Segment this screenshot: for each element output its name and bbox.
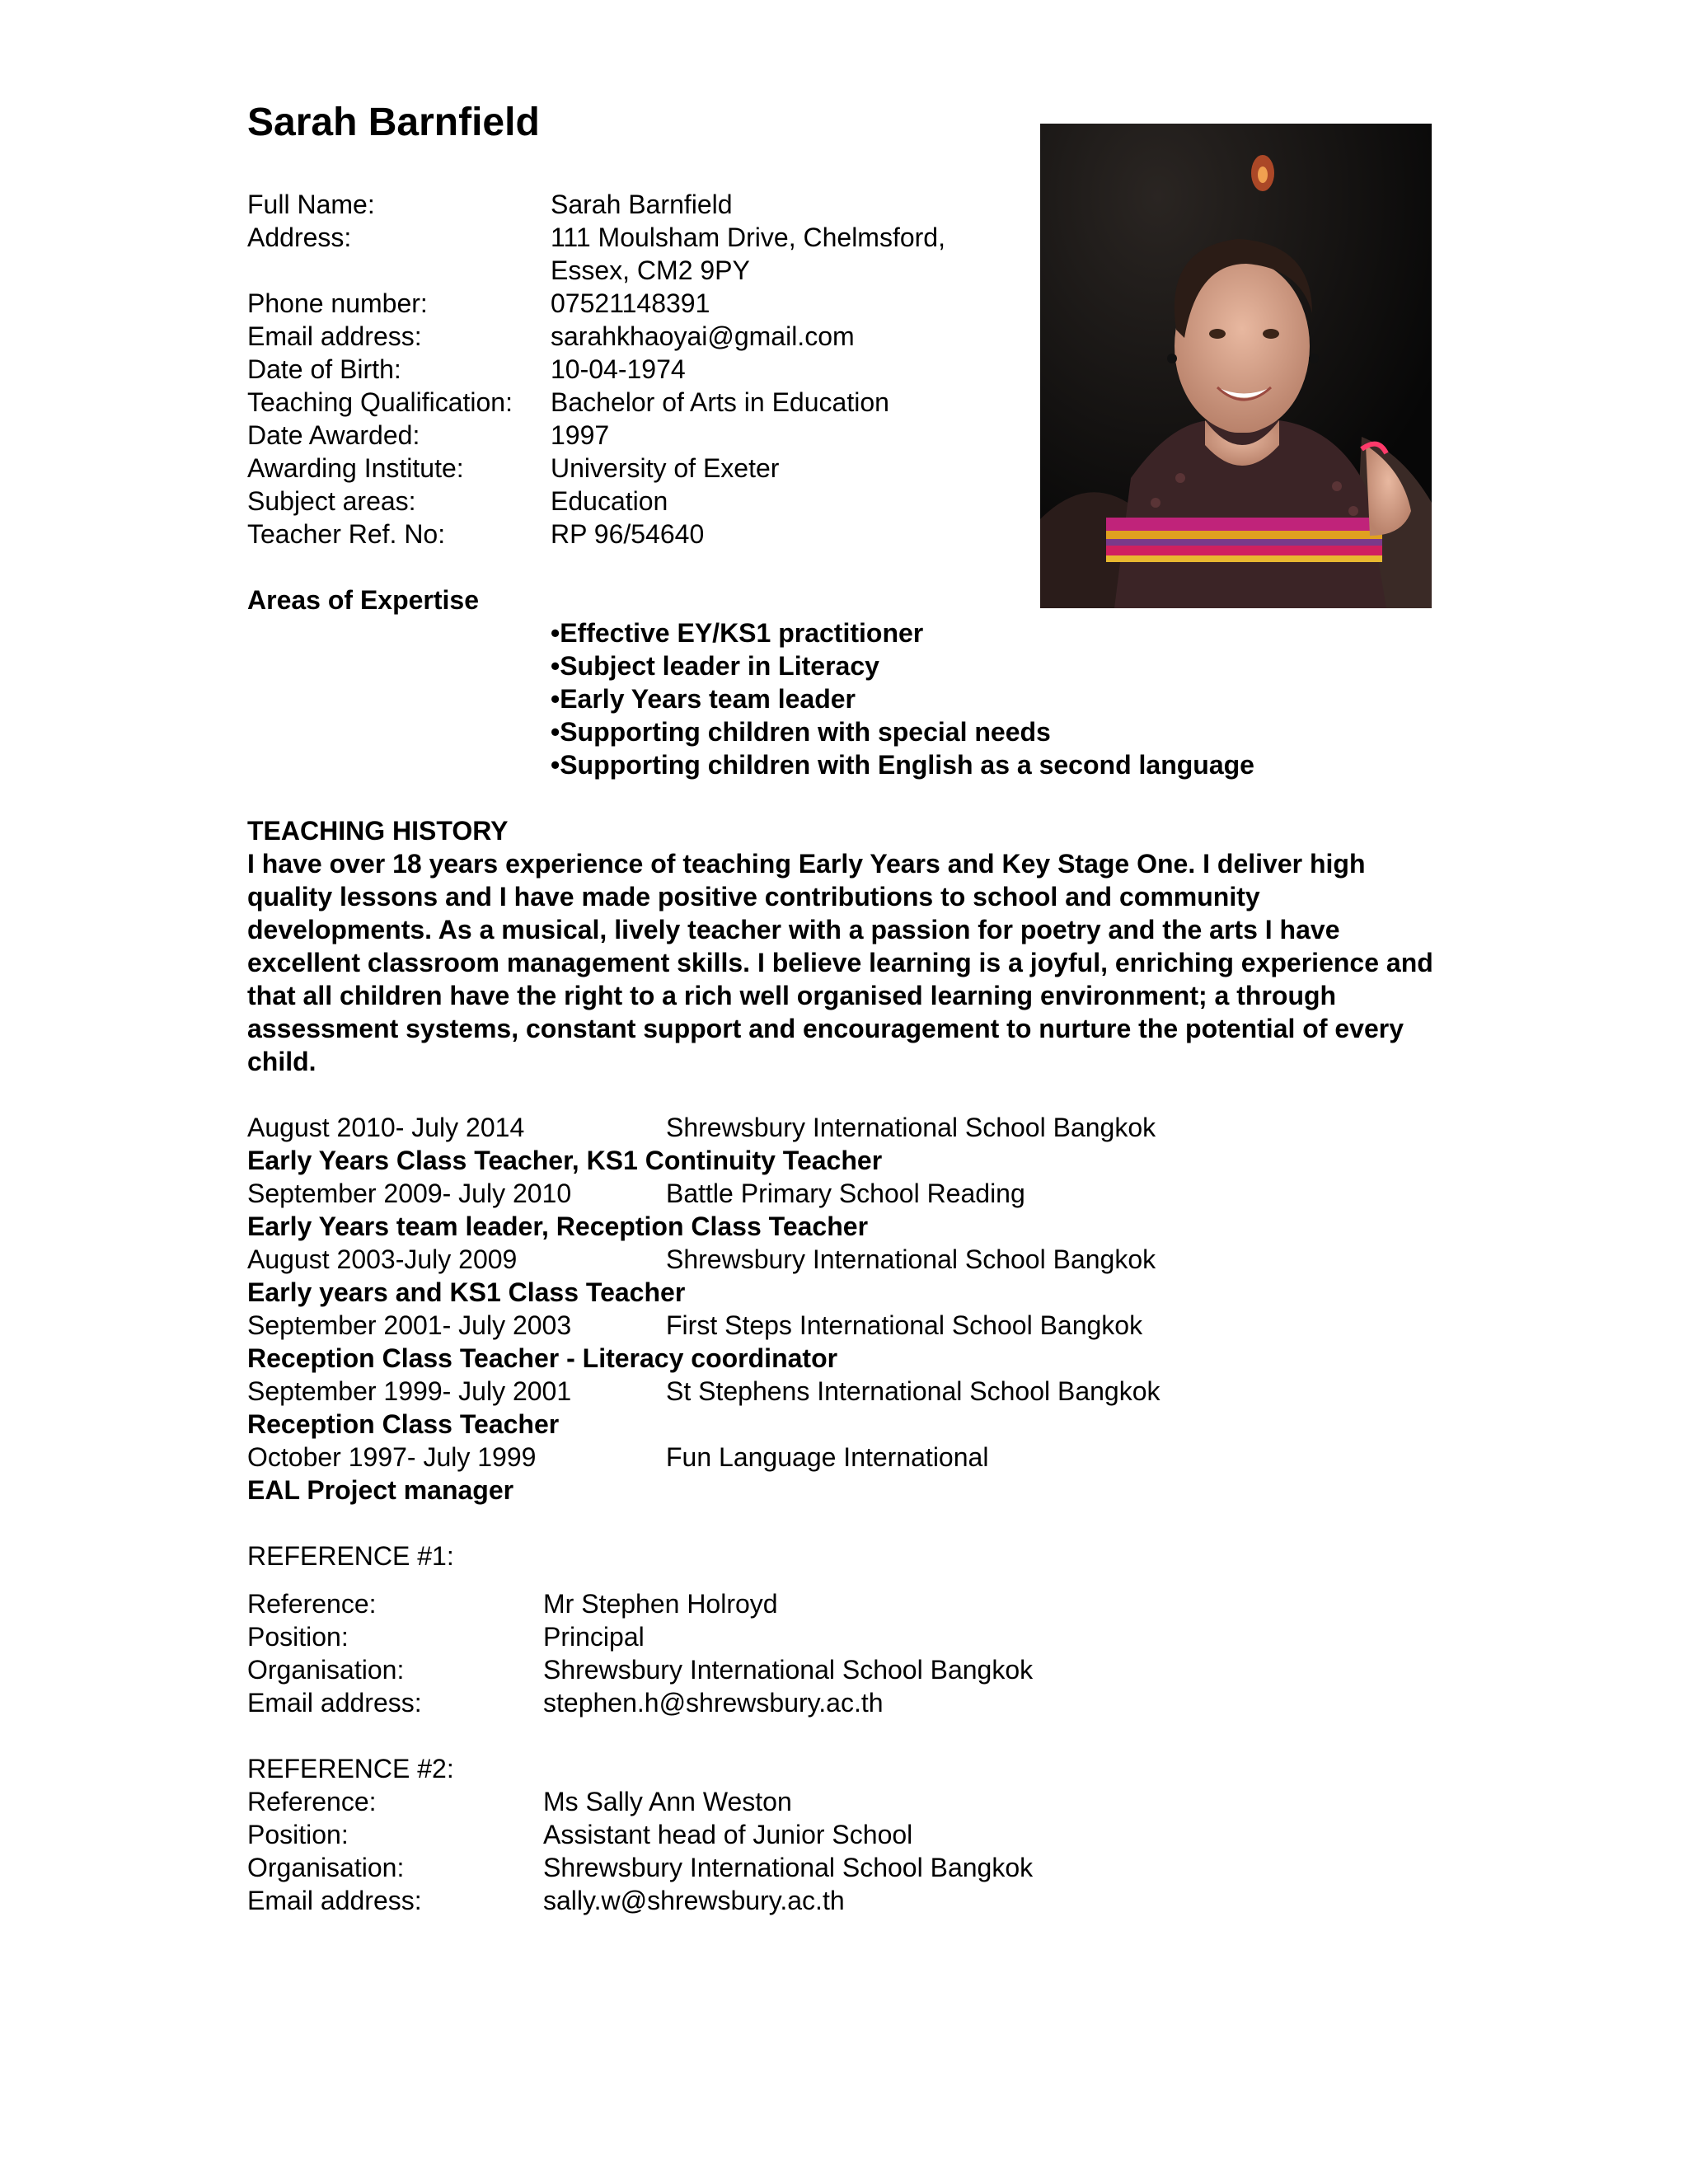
reference-1 xyxy=(247,1540,1442,1719)
expertise-heading: Areas of Expertise xyxy=(247,585,480,615)
reference-label: Organisation: xyxy=(247,1853,405,1882)
reference-email[interactable]: stephen.h@shrewsbury.ac.th xyxy=(543,1688,884,1718)
job-title: Early Years team leader, Reception Class Teacher xyxy=(247,1212,869,1241)
expertise-item: •Supporting children with special needs xyxy=(551,717,1051,747)
detail-label: Date of Birth: xyxy=(247,354,401,384)
detail-label: Date Awarded: xyxy=(247,420,420,450)
detail-label: Address: xyxy=(247,223,352,252)
reference-value: Shrewsbury International School Bangkok xyxy=(543,1853,1034,1882)
candidate-name: Sarah Barnfield xyxy=(247,101,540,144)
detail-value: 1997 xyxy=(551,420,610,450)
job-row xyxy=(247,1375,1442,1408)
job-dates: October 1997- July 1999 xyxy=(247,1442,537,1472)
job-school: Battle Primary School Reading xyxy=(666,1179,1025,1208)
reference-row xyxy=(247,1620,1442,1653)
job-title: Early years and KS1 Class Teacher xyxy=(247,1277,686,1307)
job-row xyxy=(247,1441,1442,1474)
reference-label: Position: xyxy=(247,1820,349,1849)
detail-value: sarahkhaoyai@gmail.com xyxy=(551,321,855,351)
job-school: Shrewsbury International School Bangkok xyxy=(666,1244,1156,1274)
detail-label: Teacher Ref. No: xyxy=(247,519,446,549)
detail-label: Phone number: xyxy=(247,288,428,318)
reference-email[interactable]: sally.w@shrewsbury.ac.th xyxy=(543,1886,845,1915)
teaching-summary: I have over 18 years experience of teaching Early Years and Key Stage One. I deliver high quality lessons and I have made positive contributions to school and community developments. As a musical, lively teacher with a passion for poetry and the arts I have excellent classroom management skills. I believe learning is a joyful, enriching experience and that all children have the right to a rich well organised learning environment; a through assessment systems, constant support and encouragement to nurture the potential of every child. xyxy=(247,849,1433,1076)
detail-label: Subject areas: xyxy=(247,486,416,516)
job-school: St Stephens International School Bangkok xyxy=(666,1376,1160,1406)
reference-label: Position: xyxy=(247,1622,349,1652)
job-school: Fun Language International xyxy=(666,1442,989,1472)
reference-row xyxy=(247,1587,1442,1620)
reference-value: Ms Sally Ann Weston xyxy=(543,1787,792,1816)
reference-row xyxy=(247,1851,1442,1884)
reference-label: Organisation: xyxy=(247,1655,405,1685)
detail-label: Full Name: xyxy=(247,190,375,219)
reference-label: Email address: xyxy=(247,1688,422,1718)
detail-value: University of Exeter xyxy=(551,453,780,483)
job-dates: August 2010- July 2014 xyxy=(247,1113,525,1142)
teaching-history-heading: TEACHING HISTORY xyxy=(247,816,509,846)
detail-value: RP 96/54640 xyxy=(551,519,705,549)
reference-heading: REFERENCE #1: xyxy=(247,1541,454,1571)
reference-label: Email address: xyxy=(247,1886,422,1915)
profile-photo-icon xyxy=(1040,124,1432,608)
reference-row xyxy=(247,1686,1442,1719)
job-dates: September 2009- July 2010 xyxy=(247,1179,572,1208)
detail-label: Awarding Institute: xyxy=(247,453,464,483)
reference-row xyxy=(247,1884,1442,1917)
reference-row xyxy=(247,1785,1442,1818)
detail-value: 07521148391 xyxy=(551,288,710,318)
reference-row xyxy=(247,1653,1442,1686)
reference-heading: REFERENCE #2: xyxy=(247,1754,454,1783)
reference-value: Principal xyxy=(543,1622,645,1652)
job-school: First Steps International School Bangkok xyxy=(666,1310,1143,1340)
job-row xyxy=(247,1111,1442,1144)
job-title: EAL Project manager xyxy=(247,1475,514,1505)
detail-value: Bachelor of Arts in Education xyxy=(551,387,889,417)
detail-value: 10-04-1974 xyxy=(551,354,686,384)
job-title: Reception Class Teacher xyxy=(247,1409,560,1439)
detail-value: Sarah Barnfield xyxy=(551,190,733,219)
expertise-item: •Effective EY/KS1 practitioner xyxy=(551,618,924,648)
job-title: Reception Class Teacher - Literacy coordinator xyxy=(247,1343,838,1373)
profile-photo xyxy=(1040,124,1432,608)
detail-label xyxy=(247,254,551,287)
detail-value: 111 Moulsham Drive, Chelmsford, xyxy=(551,223,945,252)
reference-value: Shrewsbury International School Bangkok xyxy=(543,1655,1034,1685)
reference-row xyxy=(247,1818,1442,1851)
detail-label: Teaching Qualification: xyxy=(247,387,513,417)
job-list xyxy=(247,1111,1442,1507)
reference-value: Mr Stephen Holroyd xyxy=(543,1589,778,1619)
job-school: Shrewsbury International School Bangkok xyxy=(666,1113,1156,1142)
cv-page xyxy=(247,97,1442,1917)
expertise-item: •Supporting children with English as a second language xyxy=(551,750,1254,780)
job-row xyxy=(247,1177,1442,1210)
job-dates: September 2001- July 2003 xyxy=(247,1310,572,1340)
job-row xyxy=(247,1243,1442,1276)
expertise-item: •Subject leader in Literacy xyxy=(551,651,879,681)
job-dates: August 2003-July 2009 xyxy=(247,1244,518,1274)
reference-value: Assistant head of Junior School xyxy=(543,1820,913,1849)
expertise-list xyxy=(551,616,1442,781)
job-title: Early Years Class Teacher, KS1 Continuity Teacher xyxy=(247,1146,883,1175)
detail-label: Email address: xyxy=(247,321,422,351)
reference-label: Reference: xyxy=(247,1787,377,1816)
reference-label: Reference: xyxy=(247,1589,377,1619)
job-row xyxy=(247,1309,1442,1342)
expertise-item: •Early Years team leader xyxy=(551,684,856,714)
detail-value: Essex, CM2 9PY xyxy=(551,255,750,285)
job-dates: September 1999- July 2001 xyxy=(247,1376,572,1406)
reference-2 xyxy=(247,1752,1442,1917)
detail-value: Education xyxy=(551,486,668,516)
